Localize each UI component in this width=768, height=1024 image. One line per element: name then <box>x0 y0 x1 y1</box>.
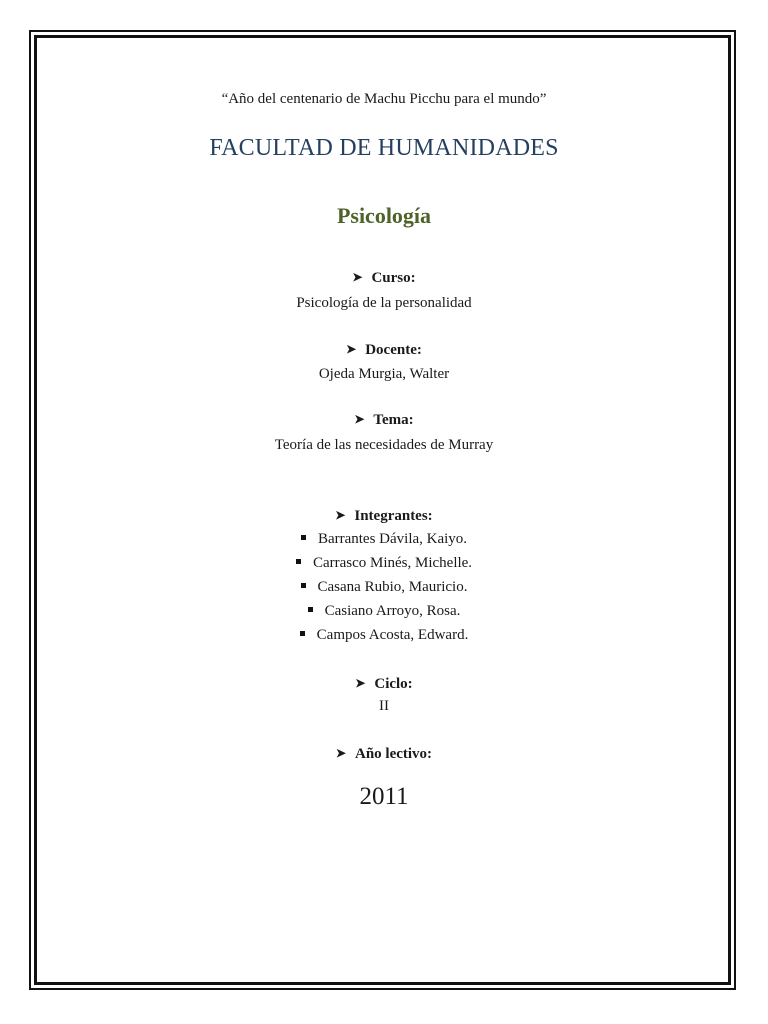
topic-heading <box>0 412 768 429</box>
square-bullet-icon <box>301 535 306 540</box>
square-bullet-icon <box>301 583 306 588</box>
arrow-bullet-icon: ➤ <box>335 508 346 522</box>
motto-line: “Año del centenario de Machu Picchu para el mundo” <box>221 91 547 107</box>
square-bullet-icon <box>296 559 301 564</box>
members-heading <box>0 508 768 525</box>
member-name: Casiano Arroyo, Rosa. <box>324 603 461 619</box>
arrow-bullet-icon: ➤ <box>355 676 366 690</box>
school-year-heading <box>0 746 768 763</box>
square-bullet-icon <box>308 607 313 612</box>
arrow-bullet-icon: ➤ <box>352 270 363 284</box>
arrow-bullet-icon: ➤ <box>354 412 365 426</box>
school-year-value: 2011 <box>359 783 409 810</box>
square-bullet-icon <box>300 631 305 636</box>
cycle-label: Ciclo: <box>374 676 413 692</box>
arrow-bullet-icon: ➤ <box>335 746 346 760</box>
teacher-heading <box>0 342 768 359</box>
members-label: Integrantes: <box>354 508 433 524</box>
arrow-bullet-icon: ➤ <box>346 342 357 356</box>
course-label: Curso: <box>371 270 416 286</box>
course-value: Psicología de la personalidad <box>296 295 472 311</box>
member-name: Carrasco Minés, Michelle. <box>312 555 473 571</box>
topic-value: Teoría de las necesidades de Murray <box>274 437 494 453</box>
member-item <box>0 603 768 620</box>
member-item <box>0 531 768 548</box>
member-name: Barrantes Dávila, Kaiyo. <box>317 531 468 547</box>
member-item <box>0 579 768 596</box>
career-title: Psicología <box>336 203 432 228</box>
course-heading <box>0 270 768 287</box>
member-name: Campos Acosta, Edward. <box>316 627 469 643</box>
member-item <box>0 555 768 572</box>
faculty-title: FACULTAD DE HUMANIDADES <box>209 135 559 161</box>
teacher-value: Ojeda Murgia, Walter <box>318 366 450 382</box>
teacher-label: Docente: <box>365 342 422 358</box>
school-year-label: Año lectivo: <box>354 746 433 762</box>
member-item <box>0 627 768 644</box>
member-name: Casana Rubio, Mauricio. <box>317 579 468 595</box>
cycle-heading <box>0 676 768 693</box>
cycle-value: II <box>379 698 389 714</box>
topic-label: Tema: <box>373 412 414 428</box>
